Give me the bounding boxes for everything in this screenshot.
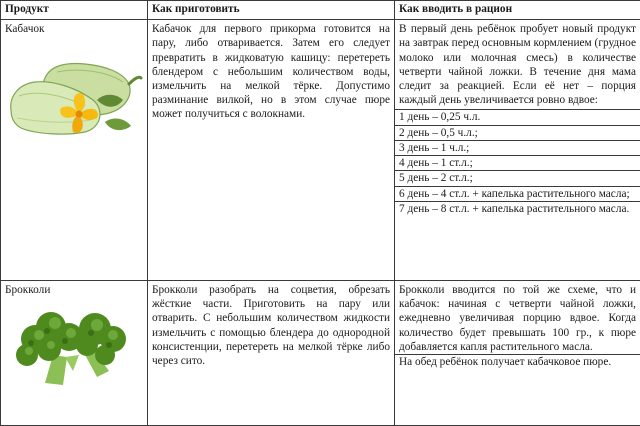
broccoli-icon — [5, 299, 137, 391]
header-how-to-introduce: Как вводить в рацион — [395, 1, 640, 20]
cooking-text: Кабачок для первого прикорма готовится на пару, либо отваривается. Затем его следует превратить в жидковатую кашицу: перетереть блендером с небольшим количеством воды, измельчить на мелкой тёрке. Допустимо разминание вилкой, но в этом случае пюре может получиться с волокнами. — [152, 23, 390, 121]
intro-note: На обед ребёнок получает кабачковое пюре. — [395, 354, 640, 369]
schedule-day-6: 6 день – 4 ст.л. + капелька растительного масла; — [395, 186, 640, 201]
schedule-day-2: 2 день – 0,5 ч.л.; — [395, 125, 640, 140]
cooking-cell — [148, 280, 395, 425]
header-how-to-cook: Как приготовить — [148, 1, 395, 20]
product-cell — [1, 20, 148, 281]
intro-text: Брокколи вводится по той же схеме, что и кабачок: начиная с четверти чайной ложки, ежедневно увеличивая порцию вдвое. Когда количество будет превышать 100 гр., к пюре добавляется капля растительного масла. — [399, 283, 636, 353]
intro-text: В первый день ребёнок пробует новый продукт на завтрак перед основным кормлением (грудное молоко или молочная смесь) в количестве четверти чайной ложки. В течение дня мама следит за реакцией. Если её нет – порция каждый день увеличивается ровно вдвое: — [399, 23, 636, 107]
product-name: Брокколи — [5, 283, 51, 296]
zucchini-with-flower-icon — [5, 38, 143, 143]
product-cell — [1, 280, 148, 425]
cooking-text: Брокколи разобрать на соцветия, обрезать жёсткие части. Приготовить на пару или отварить. С небольшим количеством жидкости измельчить с помощью блендера до однородной консистенции, перетереть на мелкой тёрке либо через сито. — [152, 283, 390, 367]
schedule-day-3: 3 день – 1 ч.л.; — [395, 140, 640, 155]
product-name: Кабачок — [5, 23, 45, 36]
table-row — [1, 20, 640, 281]
header-row — [1, 1, 640, 20]
intro-cell — [395, 280, 640, 425]
intro-cell — [395, 20, 640, 281]
cooking-cell — [148, 20, 395, 281]
schedule-day-4: 4 день – 1 ст.л.; — [395, 155, 640, 170]
schedule-day-1: 1 день – 0,25 ч.л. — [395, 109, 640, 124]
schedule-day-7: 7 день – 8 ст.л. + капелька растительного масла. — [395, 201, 640, 216]
table-row — [1, 280, 640, 425]
header-product: Продукт — [1, 1, 148, 20]
schedule-day-5: 5 день – 2 ст.л.; — [395, 170, 640, 185]
